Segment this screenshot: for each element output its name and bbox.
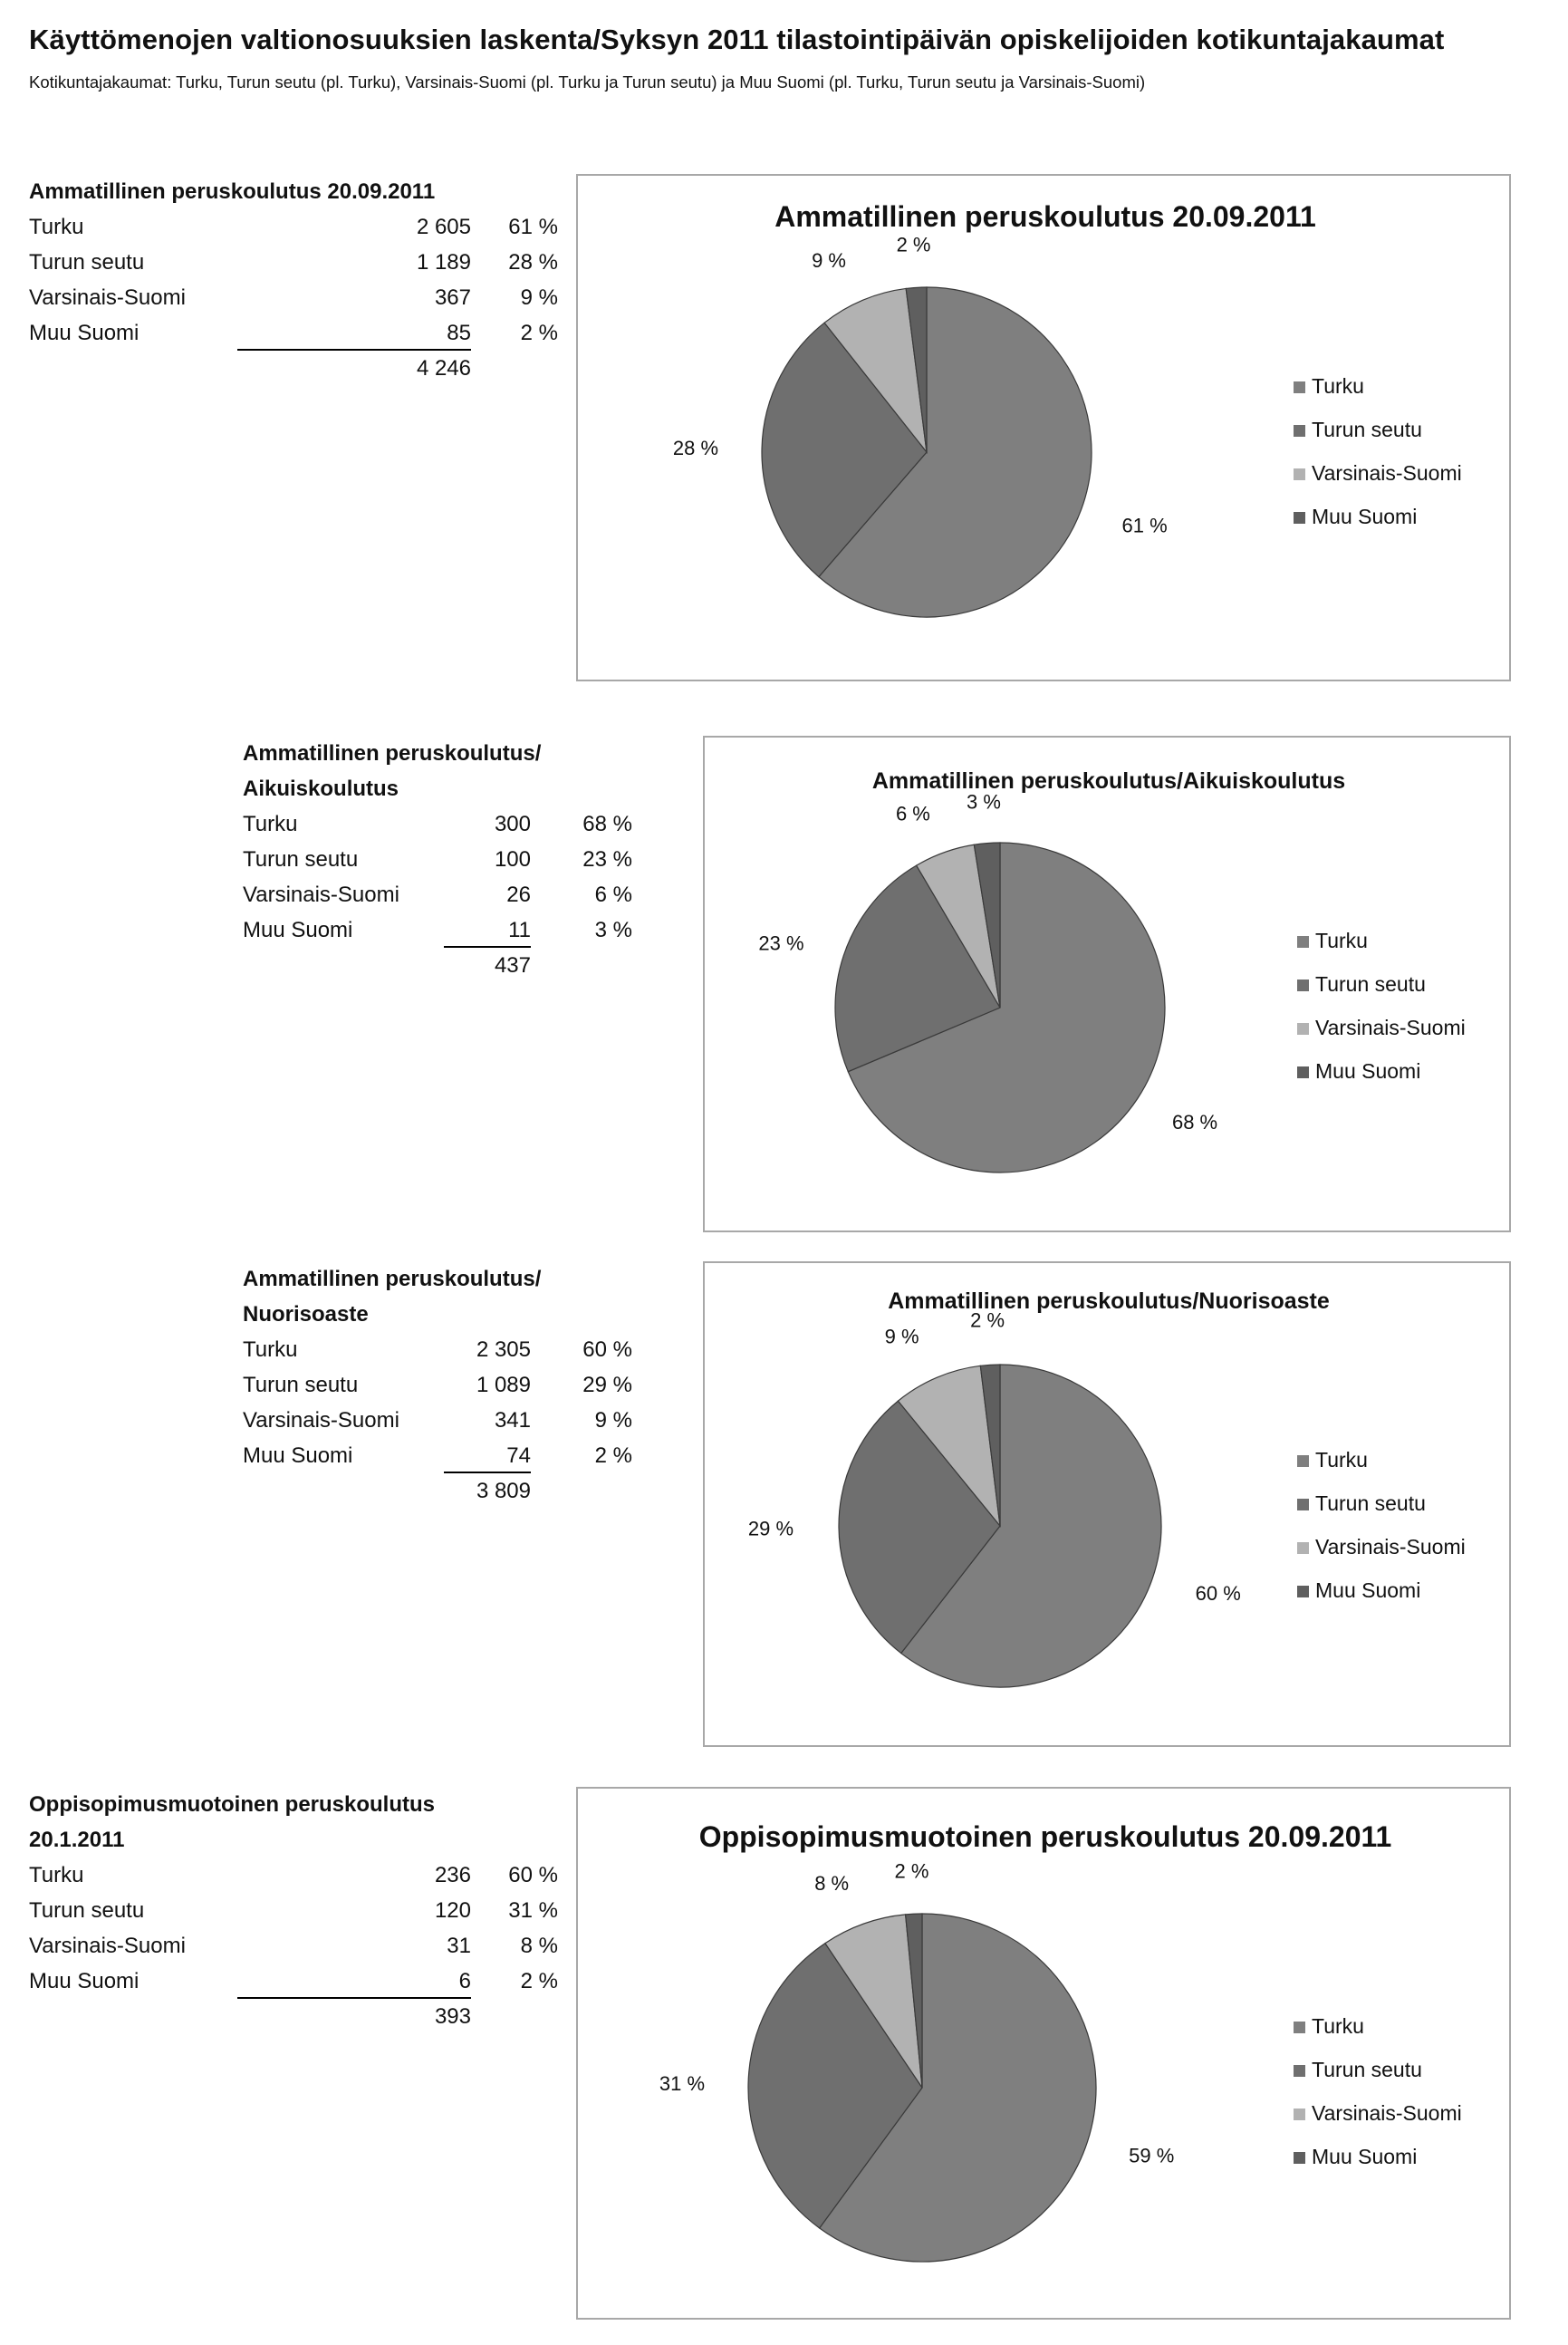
row-value: 26 bbox=[506, 883, 531, 907]
row-label: Turun seutu bbox=[29, 250, 145, 275]
legend-swatch bbox=[1297, 1455, 1309, 1467]
legend-label: Turun seutu bbox=[1315, 1491, 1426, 1515]
row-percent: 3 % bbox=[594, 918, 632, 942]
row-label: Varsinais-Suomi bbox=[29, 1934, 186, 1958]
row-percent: 6 % bbox=[594, 883, 632, 907]
row-label: Muu Suomi bbox=[243, 1443, 353, 1468]
row-label: Turun seutu bbox=[29, 1898, 145, 1923]
row-percent: 28 % bbox=[508, 250, 558, 275]
data-table-3 bbox=[243, 1261, 641, 1509]
row-percent: 2 % bbox=[520, 321, 558, 345]
pie-chart-4 bbox=[576, 1787, 1511, 2320]
data-label: 31 % bbox=[659, 2072, 706, 2096]
data-label: 2 % bbox=[896, 233, 931, 256]
data-label: 6 % bbox=[895, 802, 930, 825]
row-value: 236 bbox=[434, 1863, 471, 1887]
row-label: Turun seutu bbox=[243, 1373, 359, 1397]
row-label: Muu Suomi bbox=[243, 918, 353, 942]
table-total-row bbox=[243, 948, 641, 983]
page-title: Käyttömenojen valtionosuuksien laskenta/Syksyn 2011 tilastointipäivän opiskelijoiden kotikuntajakaumat bbox=[29, 24, 1445, 55]
row-label: Turun seutu bbox=[243, 847, 359, 872]
data-label: 59 % bbox=[1129, 2144, 1175, 2167]
data-table-4 bbox=[29, 1787, 558, 2034]
table-total: 393 bbox=[434, 2004, 471, 2029]
row-percent: 23 % bbox=[582, 847, 632, 872]
legend-swatch bbox=[1294, 2022, 1305, 2033]
pie-chart-svg bbox=[578, 1789, 1513, 2321]
legend-swatch bbox=[1294, 512, 1305, 524]
row-value: 120 bbox=[434, 1898, 471, 1923]
table-total: 437 bbox=[494, 953, 531, 978]
chart-title: Ammatillinen peruskoulutus/Nuorisoaste bbox=[888, 1288, 1330, 1314]
data-label: 60 % bbox=[1195, 1581, 1241, 1605]
table-total: 4 246 bbox=[416, 356, 471, 381]
row-label: Turku bbox=[243, 1337, 298, 1362]
row-percent: 9 % bbox=[594, 1408, 632, 1433]
legend-swatch bbox=[1297, 1023, 1309, 1035]
pie-chart-1 bbox=[576, 174, 1511, 681]
row-label: Varsinais-Suomi bbox=[243, 1408, 399, 1433]
row-value: 2 605 bbox=[416, 215, 471, 239]
legend-label: Turun seutu bbox=[1312, 2058, 1422, 2081]
data-label: 3 % bbox=[967, 790, 1001, 814]
table-row bbox=[29, 245, 558, 280]
legend-label: Turku bbox=[1312, 374, 1364, 398]
data-label: 2 % bbox=[894, 1859, 929, 1883]
row-label: Muu Suomi bbox=[29, 321, 139, 345]
legend-label: Turun seutu bbox=[1315, 972, 1426, 996]
legend-swatch bbox=[1297, 1499, 1309, 1510]
table-row bbox=[243, 806, 641, 842]
legend-label: Varsinais-Suomi bbox=[1312, 461, 1462, 485]
legend-label: Turku bbox=[1315, 929, 1368, 952]
row-percent: 29 % bbox=[582, 1373, 632, 1397]
legend-label: Turun seutu bbox=[1312, 418, 1422, 441]
legend-label: Muu Suomi bbox=[1312, 505, 1418, 528]
page-subtitle: Kotikuntajakaumat: Turku, Turun seutu (pl. Turku), Varsinais-Suomi (pl. Turku ja Turun seutu) ja Muu Suomi (pl. Turku, Turun seutu ja Varsinais-Suomi) bbox=[29, 72, 1146, 92]
table-total-row bbox=[243, 1473, 641, 1509]
legend-swatch bbox=[1294, 381, 1305, 393]
legend-label: Turku bbox=[1315, 1448, 1368, 1472]
data-label: 61 % bbox=[1121, 514, 1168, 537]
table-row bbox=[29, 315, 558, 351]
data-label: 9 % bbox=[812, 248, 847, 272]
table-row bbox=[29, 1858, 558, 1893]
table-title: Aikuiskoulutus bbox=[243, 777, 399, 801]
row-value: 74 bbox=[506, 1443, 531, 1468]
row-value: 367 bbox=[434, 285, 471, 310]
chart-title: Ammatillinen peruskoulutus/Aikuiskoulutus bbox=[871, 768, 1346, 794]
row-value: 300 bbox=[494, 812, 531, 836]
chart-title: Oppisopimusmuotoinen peruskoulutus 20.09.2011 bbox=[698, 1820, 1392, 1853]
row-label: Turku bbox=[29, 1863, 84, 1887]
table-title: Ammatillinen peruskoulutus 20.09.2011 bbox=[29, 179, 436, 204]
table-row bbox=[243, 912, 641, 948]
table-title: 20.1.2011 bbox=[29, 1828, 125, 1852]
legend-label: Muu Suomi bbox=[1312, 2145, 1418, 2168]
legend-swatch bbox=[1294, 468, 1305, 480]
row-percent: 8 % bbox=[520, 1934, 558, 1958]
row-value: 11 bbox=[508, 918, 531, 942]
legend-label: Muu Suomi bbox=[1315, 1059, 1421, 1083]
legend-swatch bbox=[1297, 1066, 1309, 1078]
row-value: 85 bbox=[447, 321, 471, 345]
row-value: 2 305 bbox=[476, 1337, 531, 1362]
legend-label: Varsinais-Suomi bbox=[1315, 1016, 1466, 1039]
legend-swatch bbox=[1297, 1542, 1309, 1554]
data-table-2 bbox=[243, 736, 641, 983]
table-row bbox=[29, 1893, 558, 1928]
chart-title: Ammatillinen peruskoulutus 20.09.2011 bbox=[774, 200, 1316, 233]
table-total: 3 809 bbox=[476, 1479, 531, 1503]
row-percent: 61 % bbox=[508, 215, 558, 239]
legend-swatch bbox=[1297, 1586, 1309, 1597]
row-label: Turku bbox=[29, 215, 84, 239]
table-title: Nuorisoaste bbox=[243, 1302, 369, 1327]
row-percent: 9 % bbox=[520, 285, 558, 310]
row-label: Turku bbox=[243, 812, 298, 836]
table-row bbox=[29, 280, 558, 315]
legend-label: Varsinais-Suomi bbox=[1315, 1535, 1466, 1559]
row-value: 100 bbox=[494, 847, 531, 872]
row-percent: 68 % bbox=[582, 812, 632, 836]
pie-chart-svg bbox=[705, 738, 1513, 1234]
table-row bbox=[243, 1332, 641, 1367]
pie-chart-svg bbox=[578, 176, 1513, 683]
row-value: 1 089 bbox=[476, 1373, 531, 1397]
row-value: 6 bbox=[458, 1969, 471, 1993]
row-percent: 60 % bbox=[582, 1337, 632, 1362]
row-value: 341 bbox=[494, 1408, 531, 1433]
table-row bbox=[243, 1438, 641, 1473]
table-title: Ammatillinen peruskoulutus/ bbox=[243, 741, 542, 766]
data-label: 23 % bbox=[758, 931, 804, 955]
table-total-row bbox=[29, 351, 536, 386]
row-percent: 2 % bbox=[594, 1443, 632, 1468]
table-title: Ammatillinen peruskoulutus/ bbox=[243, 1267, 542, 1291]
legend-swatch bbox=[1294, 2109, 1305, 2120]
row-label: Muu Suomi bbox=[29, 1969, 139, 1993]
row-label: Varsinais-Suomi bbox=[243, 883, 399, 907]
pie-chart-svg bbox=[705, 1263, 1513, 1749]
legend-swatch bbox=[1294, 2065, 1305, 2077]
row-value: 1 189 bbox=[416, 250, 471, 275]
data-label: 2 % bbox=[970, 1308, 1005, 1332]
row-percent: 2 % bbox=[520, 1969, 558, 1993]
table-row bbox=[243, 842, 641, 877]
data-label: 28 % bbox=[672, 436, 719, 459]
row-label: Varsinais-Suomi bbox=[29, 285, 186, 310]
table-row bbox=[29, 209, 558, 245]
data-table-1 bbox=[29, 174, 558, 386]
pie-chart-2 bbox=[703, 736, 1511, 1232]
table-title: Oppisopimusmuotoinen peruskoulutus bbox=[29, 1792, 436, 1817]
legend-swatch bbox=[1294, 425, 1305, 437]
row-percent: 31 % bbox=[508, 1898, 558, 1923]
table-row bbox=[243, 1367, 641, 1403]
legend-swatch bbox=[1294, 2152, 1305, 2164]
row-percent: 60 % bbox=[508, 1863, 558, 1887]
table-row bbox=[243, 877, 641, 912]
pie-chart-3 bbox=[703, 1261, 1511, 1747]
legend-swatch bbox=[1297, 979, 1309, 991]
legend-label: Varsinais-Suomi bbox=[1312, 2101, 1462, 2125]
legend-label: Turku bbox=[1312, 2014, 1364, 2038]
table-total-row bbox=[29, 1999, 536, 2034]
table-row bbox=[29, 1928, 558, 1964]
row-value: 31 bbox=[447, 1934, 471, 1958]
data-label: 9 % bbox=[884, 1325, 919, 1348]
data-label: 68 % bbox=[1171, 1111, 1218, 1134]
table-row bbox=[29, 1964, 558, 1999]
table-row bbox=[243, 1403, 641, 1438]
legend-swatch bbox=[1297, 936, 1309, 948]
data-label: 8 % bbox=[814, 1872, 850, 1896]
legend-label: Muu Suomi bbox=[1315, 1578, 1421, 1602]
data-label: 29 % bbox=[747, 1517, 794, 1540]
